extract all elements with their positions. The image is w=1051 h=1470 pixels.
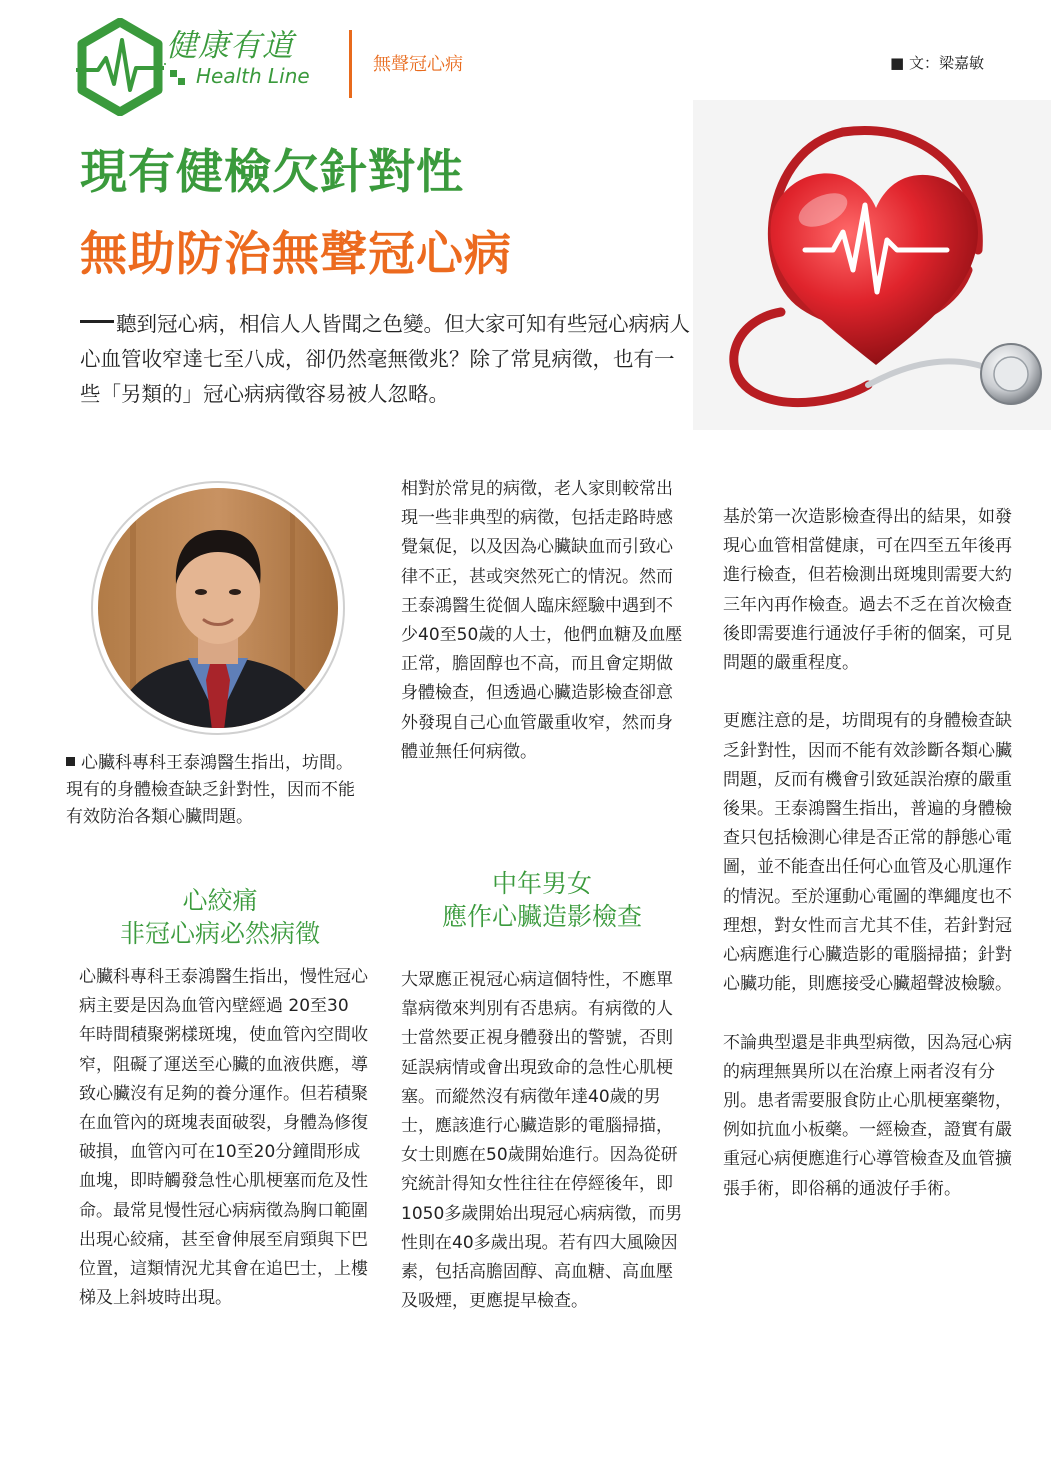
heart-stethoscope-image xyxy=(693,100,1051,430)
lead-paragraph xyxy=(80,307,692,412)
body-paragraph: 基於第一次造影檢查得出的結果，如發現心血管相當健康，可在四至五年後再進行檢查，但若檢測出斑塊則需要大約三年內再作檢查。過去不乏在首次檢查後即需要進行通波仔手術的個案，可見問題的嚴重程度。 xyxy=(723,507,1012,674)
author-byline: ■ 文：梁嘉敏 xyxy=(890,54,984,72)
photo-caption-text: 心臟科專科王泰鴻醫生指出，坊間。現有的身體檢查缺乏針對性，因而不能有效防治各類心臟問題。 xyxy=(66,753,355,827)
body-paragraph: 心臟科專科王泰鴻醫生指出，慢性冠心病主要是因為血管內壁經過 20至30 年時間積聚粥樣斑塊，使血管內空間收窄，阻礙了運送至心臟的血液供應，導致心臟沒有足夠的養分運作。但若積聚在血管內的斑塊表面破裂，身體為修復破損，血管內可在10至20分鐘間形成血塊，即時觸發急性心肌梗塞而危及性命。最常見慢性冠心病病徵為胸口範圍出現心絞痛，甚至會伸展至肩頸與下巴位置，這類情況尤其會在追巴士，上樓梯及上斜坡時出現。 xyxy=(79,967,368,1309)
lead-text: 聽到冠心病，相信人人皆聞之色變。但大家可知有些冠心病病人心血管收窄達七至八成，卻仍然毫無徵兆？除了常見病徵，也有一些「另類的」冠心病病徵容易被人忽略。 xyxy=(80,312,690,406)
subhead-angina-line1: 心絞痛 xyxy=(182,886,258,915)
photo-caption xyxy=(66,750,366,831)
section-label: 無聲冠心病 xyxy=(373,54,463,75)
lead-dash xyxy=(80,320,114,323)
subhead-middle-age xyxy=(392,867,692,933)
subhead-middle-age-line2: 應作心臟造影檢查 xyxy=(441,902,642,931)
body-paragraph: 相對於常見的病徵，老人家則較常出現一些非典型的病徵，包括走路時感覺氣促，以及因為心臟缺血而引致心律不正，甚或突然死亡的情況。然而王泰鴻醫生從個人臨床經驗中遇到不少40至50歲的人士，他們血糖及血壓正常，膽固醇也不高，而且會定期做身體檢查，但透過心臟造影檢查卻意外發現自己心血管嚴重收窄，然而身體並無任何病徵。 xyxy=(401,479,683,762)
header-divider xyxy=(349,30,352,98)
doctor-portrait xyxy=(90,480,346,736)
subhead-angina-line2: 非冠心病必然病徵 xyxy=(119,919,320,948)
subhead-angina xyxy=(70,884,370,950)
column-2-bottom-body xyxy=(401,966,689,1346)
logo-english-text: Health Line xyxy=(196,64,310,88)
logo-chinese-text: 健康有道 xyxy=(166,28,294,64)
subhead-middle-age-line1: 中年男女 xyxy=(491,869,592,898)
heartbeat-hexagon-icon xyxy=(74,18,166,116)
body-paragraph: 不論典型還是非典型病徵，因為冠心病的病理無異所以在治療上兩者沒有分別。患者需要服食防止心肌梗塞藥物，例如抗血小板藥。一經檢查，證實有嚴重冠心病便應進行心導管檢查及血管擴張手術，即俗稱的通波仔手術。 xyxy=(723,1032,1012,1199)
column-1-body xyxy=(79,963,369,1343)
logo-squares-icon xyxy=(170,70,186,86)
headline-line-1: 現有健檢欠針對性 xyxy=(80,145,464,200)
column-2-top-body xyxy=(401,475,686,796)
headline-line-2: 無助防治無聲冠心病 xyxy=(80,227,512,282)
column-3-body xyxy=(723,503,1013,1233)
body-paragraph: 更應注意的是，坊間現有的身體檢查缺乏針對性，因而不能有效診斷各類心臟問題，反而有機會引致延誤治療的嚴重後果。王泰鴻醫生指出，普遍的身體檢查只包括檢測心律是否正常的靜態心電圖，並不能查出任何心血管及心肌運作的情況。至於運動心電圖的準繩度也不理想，對女性而言尤其不佳，若針對冠心病應進行心臟造影的電腦掃描；針對心臟功能，則應接受心臟超聲波檢驗。 xyxy=(723,711,1012,995)
health-line-logo xyxy=(74,18,324,116)
caption-bullet-icon xyxy=(66,757,75,766)
body-paragraph: 大眾應正視冠心病這個特性，不應單靠病徵來判別有否患病。有病徵的人士當然要正視身體發出的警號，否則延誤病情或會出現致命的急性心肌梗塞。而縱然沒有病徵年達40歲的男士，應該進行心臟造影的電腦掃描，女士則應在50歲開始進行。因為從研究統計得知女性往往在停經後年，即1050多歲開始出現冠心病病徵，而男性則在40多歲出現。若有四大風險因素，包括高膽固醇、高血糖、高血壓及吸煙，更應提早檢查。 xyxy=(401,970,683,1312)
